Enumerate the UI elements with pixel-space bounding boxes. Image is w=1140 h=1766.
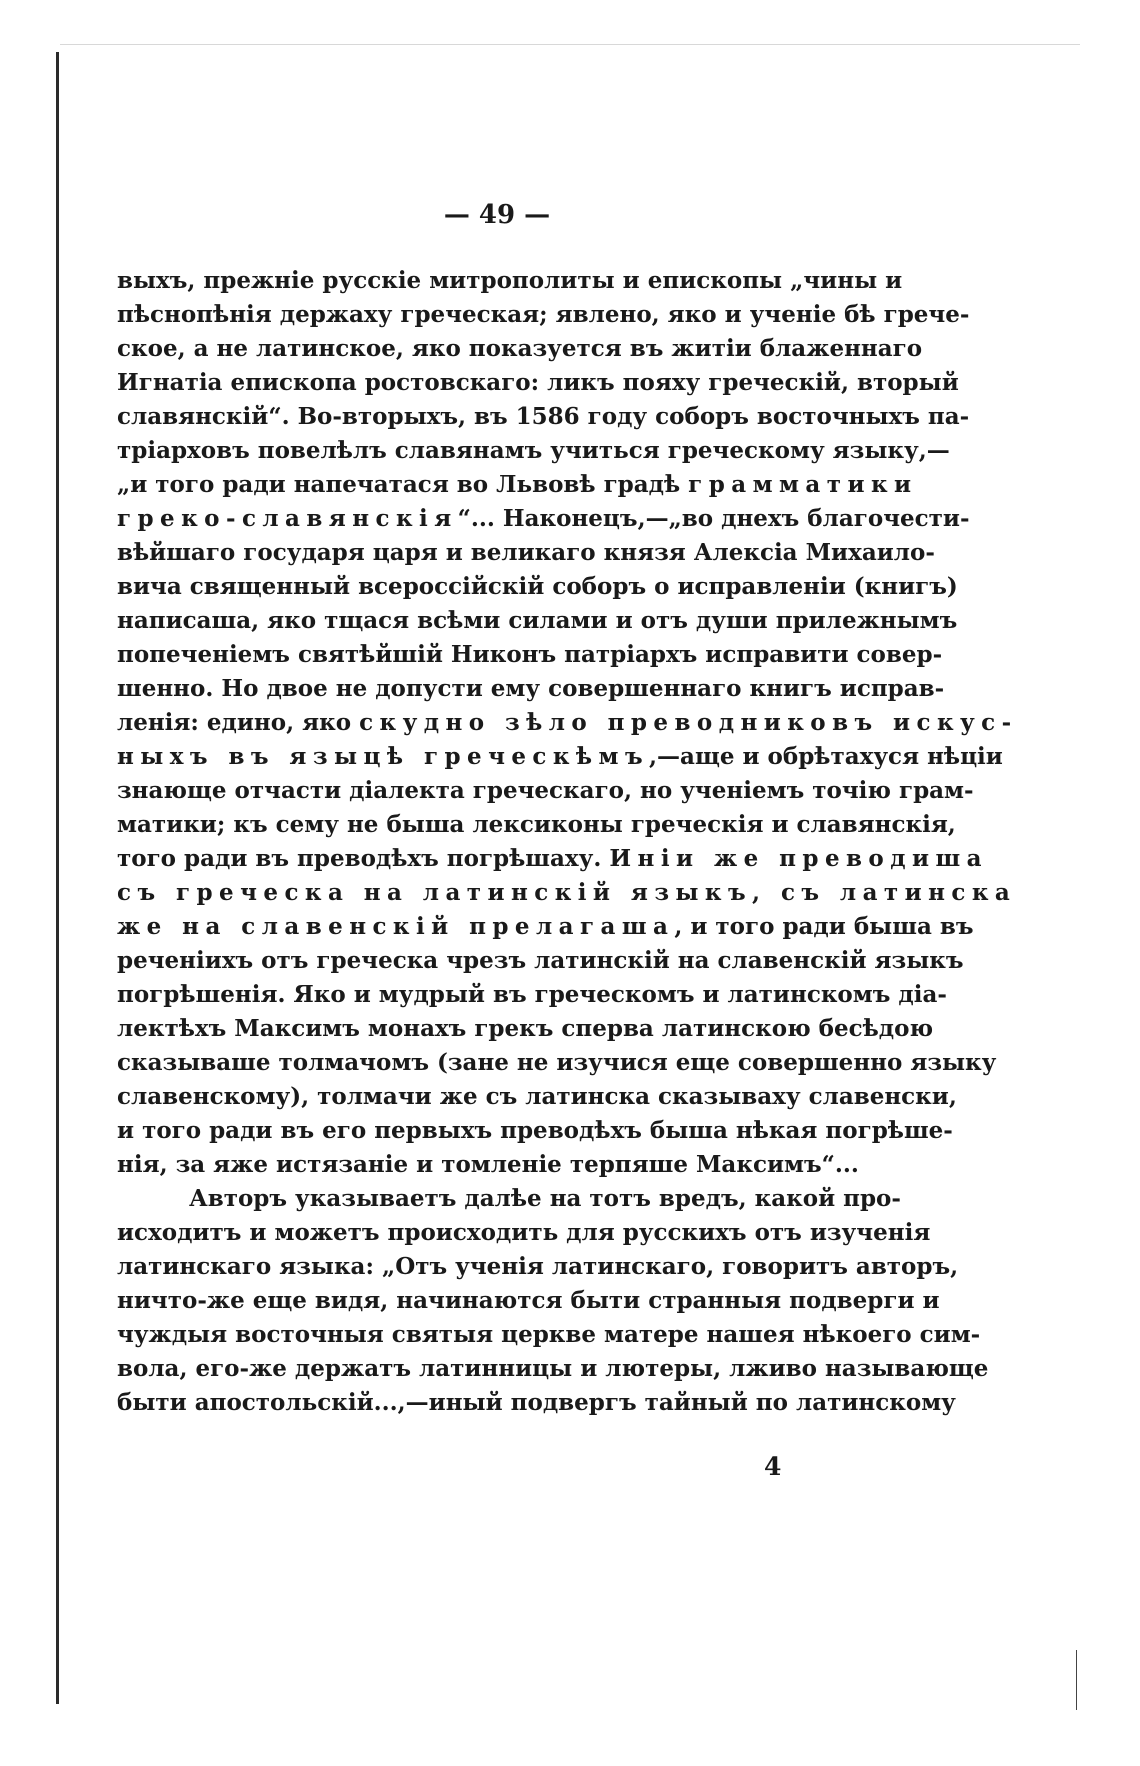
text-line: славянскій“. Во-вторыхъ, въ 1586 году соборъ восточныхъ па- [117, 403, 970, 430]
text-line: шенно. Но двое не допусти ему совершеннаго книгъ исправ- [117, 675, 945, 702]
text-line: ныхъ въ языцѣ греческѣмъ,—аще и обрѣтахуся нѣціи [117, 743, 1003, 770]
text-line: выхъ, прежніе русскіе митрополиты и епископы „чины и [117, 267, 903, 294]
body-text [117, 264, 1018, 1420]
text-line: вича священный всероссійскій соборъ о исправленіи (книгъ) [117, 573, 958, 600]
text-line: сказываше толмачомъ (зане не изучися еще совершенно языку [117, 1049, 997, 1076]
text-line: реченіихъ отъ греческа чрезъ латинскій на славенскій языкъ [117, 947, 964, 974]
text-line: знающе отчасти діалекта греческаго, но ученіемъ точію грам- [117, 777, 974, 804]
text-line: тріарховъ повелѣлъ славянамъ учиться греческому языку,— [117, 437, 950, 464]
text-line: того ради въ преводѣхъ погрѣшаху. Иніи же преводиша [117, 845, 988, 872]
text-line: пѣснопѣнія держаху греческая; явлено, яко и ученіе бѣ грече- [117, 301, 970, 328]
text-line: нія, за яже истязаніе и томленіе терпяше Максимъ“... [117, 1151, 859, 1178]
scan-right-edge [1076, 1650, 1077, 1710]
text-line: быти апостольскій...,—иный подвергъ тайный по латинскому [117, 1389, 956, 1416]
text-line: ничто-же еще видя, начинаются быти странныя подверги и [117, 1287, 940, 1314]
spaced-emphasis: греко-славянскія [117, 505, 458, 532]
spaced-emphasis: грамматики [688, 471, 918, 498]
text-line: и того ради въ его первыхъ преводѣхъ быша нѣкая погрѣше- [117, 1117, 953, 1144]
text-line: вѣйшаго государя царя и великаго князя Алексіа Михаило- [117, 539, 935, 566]
text-line: же на славенскій прелагаша, и того ради быша въ [117, 913, 974, 940]
scan-top-edge [60, 44, 1080, 45]
spaced-emphasis: Иніи же преводиша [609, 845, 988, 872]
text-line: греко-славянскія“... Наконецъ,—„во днехъ благочести- [117, 505, 970, 532]
text-line: славенскому), толмачи же съ латинска сказываху славенски, [117, 1083, 957, 1110]
text-line: Игнатіа епископа ростовскаго: ликъ пояху греческій, вторый [117, 369, 959, 396]
text-line: попеченіемъ святѣйшій Никонъ патріархъ исправити совер- [117, 641, 943, 668]
text-line: написаша, яко тщася всѣми силами и отъ души прилежнымъ [117, 607, 958, 634]
text-line [117, 876, 1017, 910]
text-line: чуждыя восточныя святыя церкве матере нашея нѣкоего сим- [117, 1321, 981, 1348]
text-line-paragraph-start: Авторъ указываетъ далѣе на тотъ вредъ, какой про- [189, 1185, 901, 1212]
text-line: исходитъ и можетъ происходить для русскихъ отъ изученія [117, 1219, 931, 1246]
spaced-emphasis: ныхъ въ языцѣ греческѣмъ [117, 743, 650, 770]
page-number-header: — 49 — [443, 200, 551, 230]
text-line: ское, а не латинское, яко показуется въ житіи блаженнаго [117, 335, 923, 362]
spaced-emphasis: съ греческа на латинскій языкъ, съ латинска [117, 879, 1017, 906]
signature-mark: 4 [764, 1452, 782, 1481]
text-line: ленія: едино, яко скудно зѣло преводниковъ искус- [117, 709, 1018, 736]
text-line: лектѣхъ Максимъ монахъ грекъ сперва латинскою бесѣдою [117, 1015, 934, 1042]
text-line: погрѣшенія. Яко и мудрый въ греческомъ и латинскомъ діа- [117, 981, 947, 1008]
text-line: латинскаго языка: „Отъ ученія латинскаго, говоритъ авторъ, [117, 1253, 959, 1280]
spaced-emphasis: же на славенскій прелагаша [117, 913, 675, 940]
text-line: матики; къ сему не быша лексиконы греческія и славянскія, [117, 811, 956, 838]
text-line: вола, его-же держатъ латинницы и лютеры, лживо называюще [117, 1355, 989, 1382]
spaced-emphasis: скудно зѣло преводниковъ искус- [359, 709, 1018, 736]
scan-left-edge [56, 52, 59, 1704]
text-line: „и того ради напечатася во Львовѣ градѣ грамматики [117, 471, 918, 498]
